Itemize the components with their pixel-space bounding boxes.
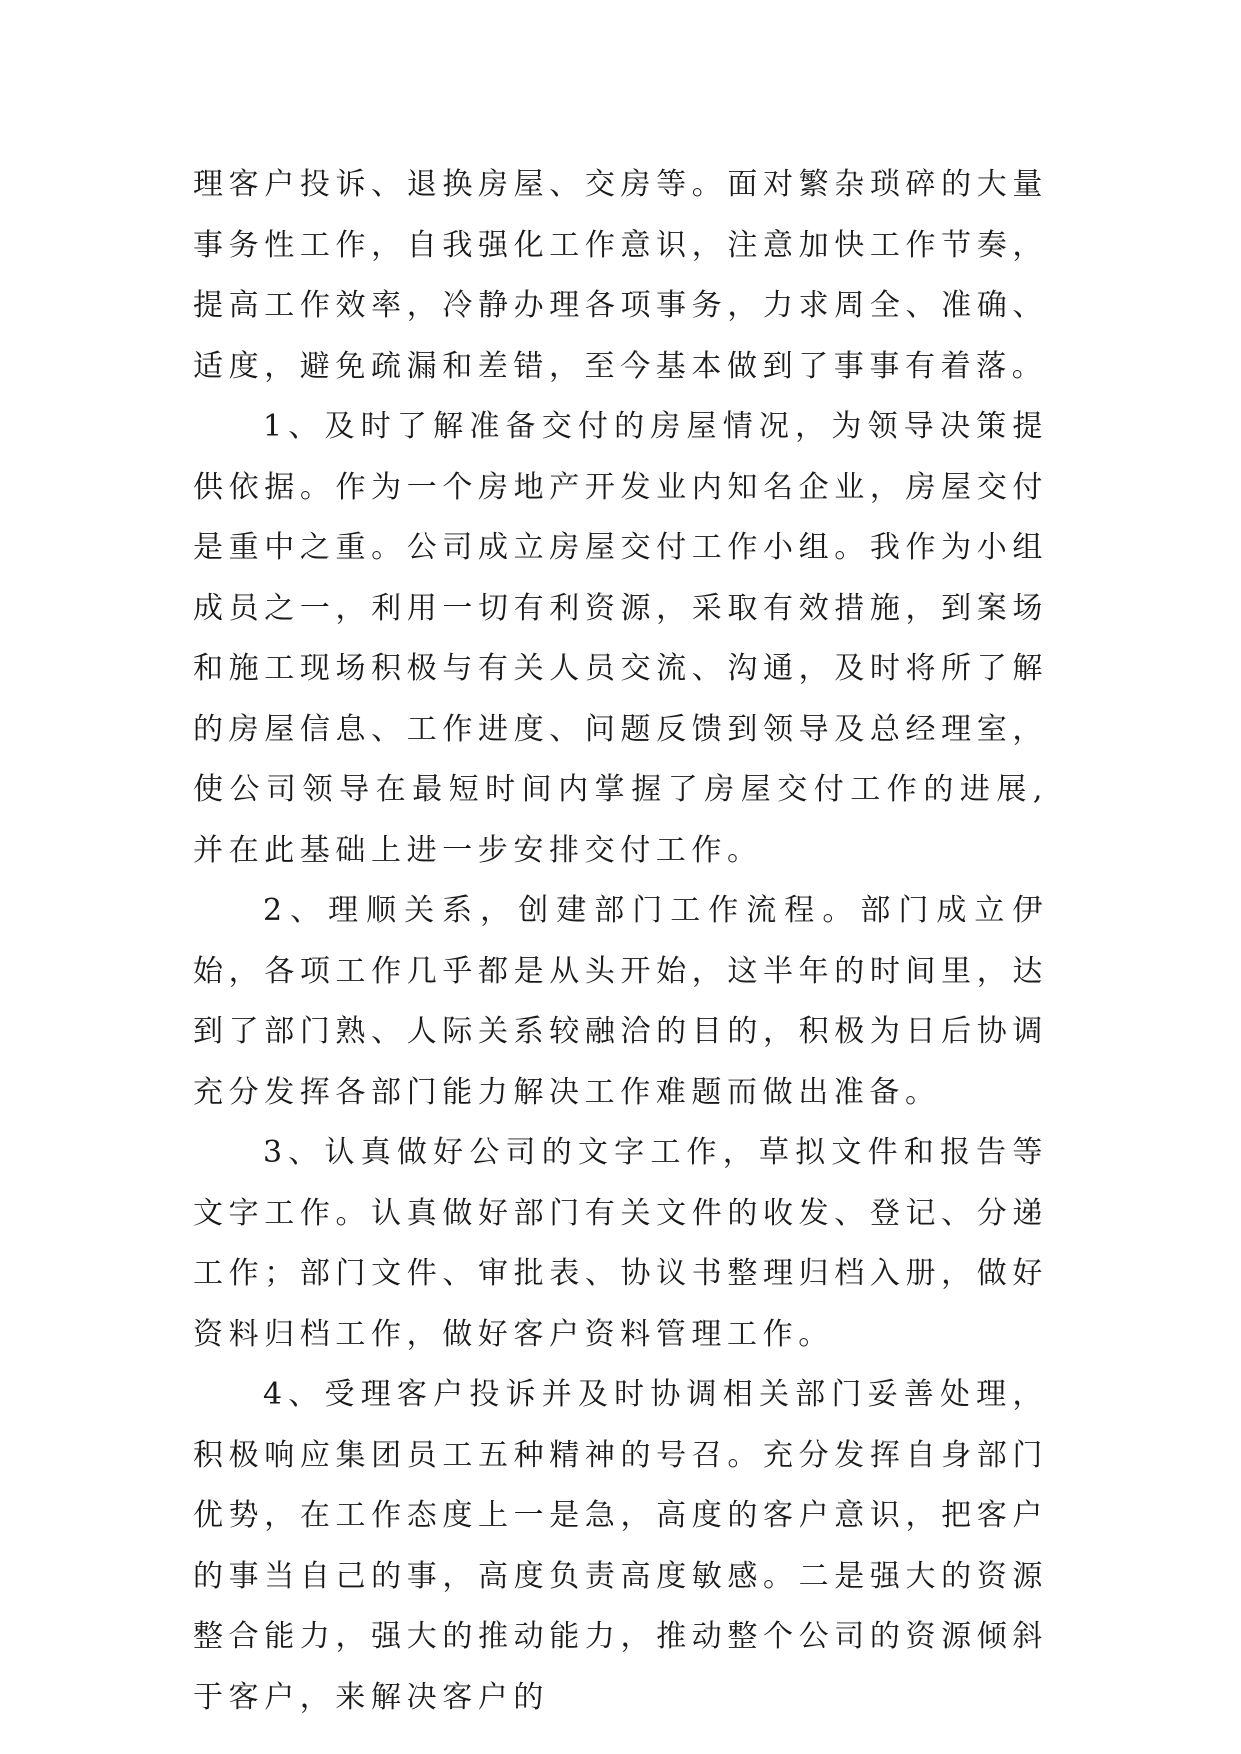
paragraph-item-4: 4、受理客户投诉并及时协调相关部门妥善处理，积极响应集团员工五种精神的号召。充分发挥自身部门优势，在工作态度上一是急，高度的客户意识，把客户的事当自己的事，高度负责高度敏感。二是强大的资源整合能力，强大的推动能力，推动整个公司的资源倾斜于客户，来解决客户的: [193, 1377, 1048, 1715]
document-page: [193, 155, 1048, 1728]
paragraph-intro: 理客户投诉、退换房屋、交房等。面对繁杂琐碎的大量事务性工作，自我强化工作意识，注意加快工作节奏，提高工作效率，冷静办理各项事务，力求周全、准确、适度，避免疏漏和差错，至今基本做到了事事有着落。: [193, 167, 1048, 384]
paragraph-item-1: 1、及时了解准备交付的房屋情况，为领导决策提供依据。作为一个房地产开发业内知名企业，房屋交付是重中之重。公司成立房屋交付工作小组。我作为小组成员之一，利用一切有利资源，采取有效措施，到案场和施工现场积极与有关人员交流、沟通，及时将所了解的房屋信息、工作进度、问题反馈到领导及总经理室，使公司领导在最短时间内掌握了房屋交付工作的进展,并在此基础上进一步安排交付工作。: [193, 409, 1048, 868]
paragraph-item-3: 3、认真做好公司的文字工作，草拟文件和报告等文字工作。认真做好部门有关文件的收发、登记、分递工作；部门文件、审批表、协议书整理归档入册，做好资料归档工作，做好客户资料管理工作。: [193, 1135, 1048, 1352]
paragraph-item-2: 2、理顺关系，创建部门工作流程。部门成立伊始，各项工作几乎都是从头开始，这半年的时间里，达到了部门熟、人际关系较融洽的目的，积极为日后协调充分发挥各部门能力解决工作难题而做出准备。: [193, 893, 1048, 1110]
